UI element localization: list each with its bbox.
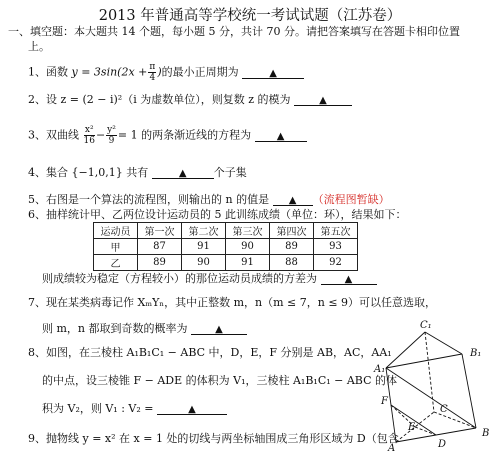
q3-f2-den: 9: [108, 136, 115, 146]
exam-title: 2013 年普通高等学校统一考试试题（江苏卷）: [98, 8, 402, 24]
q4-answer-blank[interactable]: [152, 166, 214, 179]
label-a1: A₁: [374, 364, 386, 375]
section-instructions-cont: 上。: [28, 40, 50, 53]
q2-marker: ▲: [319, 95, 327, 106]
table-cell: 93: [314, 239, 358, 255]
table-header-cell: 第五次: [314, 223, 358, 239]
table-cell: 90: [226, 239, 270, 255]
q7-text2: 则 m，n 都取到奇数的概率为: [42, 322, 188, 335]
table-header-cell: 运动员: [94, 223, 138, 239]
q3-pre: 双曲线: [46, 128, 79, 142]
q1-pre: 函数: [46, 65, 68, 79]
question-1: [28, 62, 304, 83]
q2-number: 2、: [28, 93, 46, 106]
q6-post: 则成绩较为稳定（方程较小）的那位运动员成绩的方差为: [42, 272, 317, 285]
table-cell: 87: [138, 239, 182, 255]
q8-answer-blank[interactable]: [157, 402, 227, 415]
q3-number: 3、: [28, 128, 46, 142]
q3-marker: ▲: [276, 130, 285, 142]
label-c1: C₁: [420, 320, 432, 331]
question-4: [28, 166, 247, 180]
table-cell: 乙: [94, 255, 138, 271]
table-header-cell: 第三次: [226, 223, 270, 239]
question-8-line-3: [42, 402, 227, 416]
q1-frac-den: 4: [149, 73, 156, 83]
q1-fraction: [148, 62, 156, 83]
table-cell: 90: [182, 255, 226, 271]
label-c: C: [440, 404, 448, 415]
q7-text: 现在某类病毒记作 XₘYₙ，其中正整数 m，n（m ≤ 7，n ≤ 9）可以任意选取，: [46, 296, 437, 309]
q8-number: 8、: [28, 346, 46, 359]
label-a: A: [388, 443, 396, 452]
q3-answer-blank[interactable]: [255, 129, 307, 142]
section-instructions: 一、填空题：本大题共 14 个题，每小题 5 分，共计 70 分。请把答案填写在答题卡相印位置: [8, 25, 460, 38]
q9-number: 9、: [28, 432, 46, 445]
q8-marker: ▲: [188, 404, 196, 415]
table-cell: 89: [138, 255, 182, 271]
q3-f1-num: x²: [84, 125, 94, 135]
question-8-line-2: [42, 374, 397, 388]
q4-pre: 集合 {−1,0,1} 共有: [46, 166, 149, 179]
score-table: [93, 222, 358, 271]
q3-f2-num: y²: [107, 125, 116, 135]
q3-fraction-2: [106, 125, 117, 146]
q2-text: 设 z = (2 − i)²（i 为虚数单位），则复数 z 的模为: [46, 93, 291, 106]
q7-number: 7、: [28, 296, 46, 309]
q6-answer-blank[interactable]: [321, 272, 377, 285]
q3-minus: −: [95, 128, 106, 142]
q3-fraction-1: [84, 125, 95, 146]
question-7: [28, 296, 436, 310]
edge-c1-a1: [386, 332, 425, 368]
q1-post: 的最小正周期为: [161, 65, 239, 79]
q3-post: = 1 的两条渐近线的方程为: [117, 128, 252, 142]
question-6-answer-line: [42, 272, 377, 286]
q5-note: （流程图暂缺）: [312, 193, 390, 206]
q6-number: 6、: [28, 208, 46, 221]
question-6: [28, 208, 407, 222]
label-d: D: [438, 439, 447, 450]
table-header-cell: 第四次: [270, 223, 314, 239]
question-3: [28, 125, 307, 146]
q7-answer-blank[interactable]: [191, 322, 247, 335]
label-f: F: [381, 396, 388, 407]
table-row: [94, 239, 358, 255]
q1-number: 1、: [28, 65, 46, 79]
q1-frac-num: π: [149, 62, 156, 72]
table-cell: 91: [182, 239, 226, 255]
q4-marker: ▲: [178, 168, 187, 179]
question-5: [28, 193, 390, 207]
q3-f1-den: 16: [83, 136, 95, 146]
q2-answer-blank[interactable]: [294, 93, 352, 106]
edge-b1-b: [462, 354, 476, 428]
q5-answer-blank[interactable]: [273, 193, 313, 206]
table-header-cell: 第一次: [138, 223, 182, 239]
table-cell: 92: [314, 255, 358, 271]
edge-c1-b1: [425, 332, 462, 354]
table-cell: 89: [270, 239, 314, 255]
question-2: [28, 93, 352, 107]
q6-text: 抽样统计甲、乙两位设计运动员的 5 此训练成绩（单位：环），结果如下：: [46, 208, 407, 221]
label-b1: B₁: [470, 348, 482, 359]
q8-text: 如图，在三棱柱 A₁B₁C₁ − ABC 中，D，E，F 分别是 AB，AC，AA₁: [46, 346, 392, 359]
table-cell: 甲: [94, 239, 138, 255]
label-b: B: [482, 428, 490, 439]
q4-number: 4、: [28, 166, 46, 179]
table-header-row: [94, 223, 358, 239]
q5-text: 右图是一个算法的流程图，则输出的 n 的值是: [46, 193, 270, 206]
table-header-cell: 第二次: [182, 223, 226, 239]
q5-marker: ▲: [288, 195, 297, 206]
q1-expr-a: y = 3sin(2x +: [71, 65, 148, 79]
question-8: [28, 346, 392, 360]
q7-marker: ▲: [215, 324, 223, 335]
q9-text: 抛物线 y = x² 在 x = 1 处的切线与两坐标轴围成三角形区域为 D（包含: [46, 432, 399, 445]
table-cell: 91: [226, 255, 270, 271]
q1-marker: ▲: [269, 67, 277, 79]
question-9: [28, 432, 399, 446]
table-cell: 88: [270, 255, 314, 271]
prism-figure: [360, 318, 496, 452]
edge-a1-b1: [386, 354, 462, 368]
q1-answer-blank[interactable]: [242, 66, 304, 79]
edge-a1-b-diagonal: [386, 368, 476, 428]
edge-c1-c: [425, 332, 434, 412]
q8-text2: 的中点，设三棱锥 F − ADE 的体积为 V₁，三棱柱 A₁B₁C₁ − ABC 的体: [42, 374, 398, 387]
q4-post: 个子集: [213, 166, 247, 179]
q6-marker: ▲: [344, 274, 353, 285]
table-row: [94, 255, 358, 271]
q8-text3: 积为 V₂，则 V₁ : V₂ =: [42, 402, 154, 415]
question-7-line-2: [42, 322, 247, 336]
q1-expr-b: ): [157, 65, 162, 79]
label-e: E: [408, 422, 416, 433]
q5-number: 5、: [28, 193, 46, 206]
